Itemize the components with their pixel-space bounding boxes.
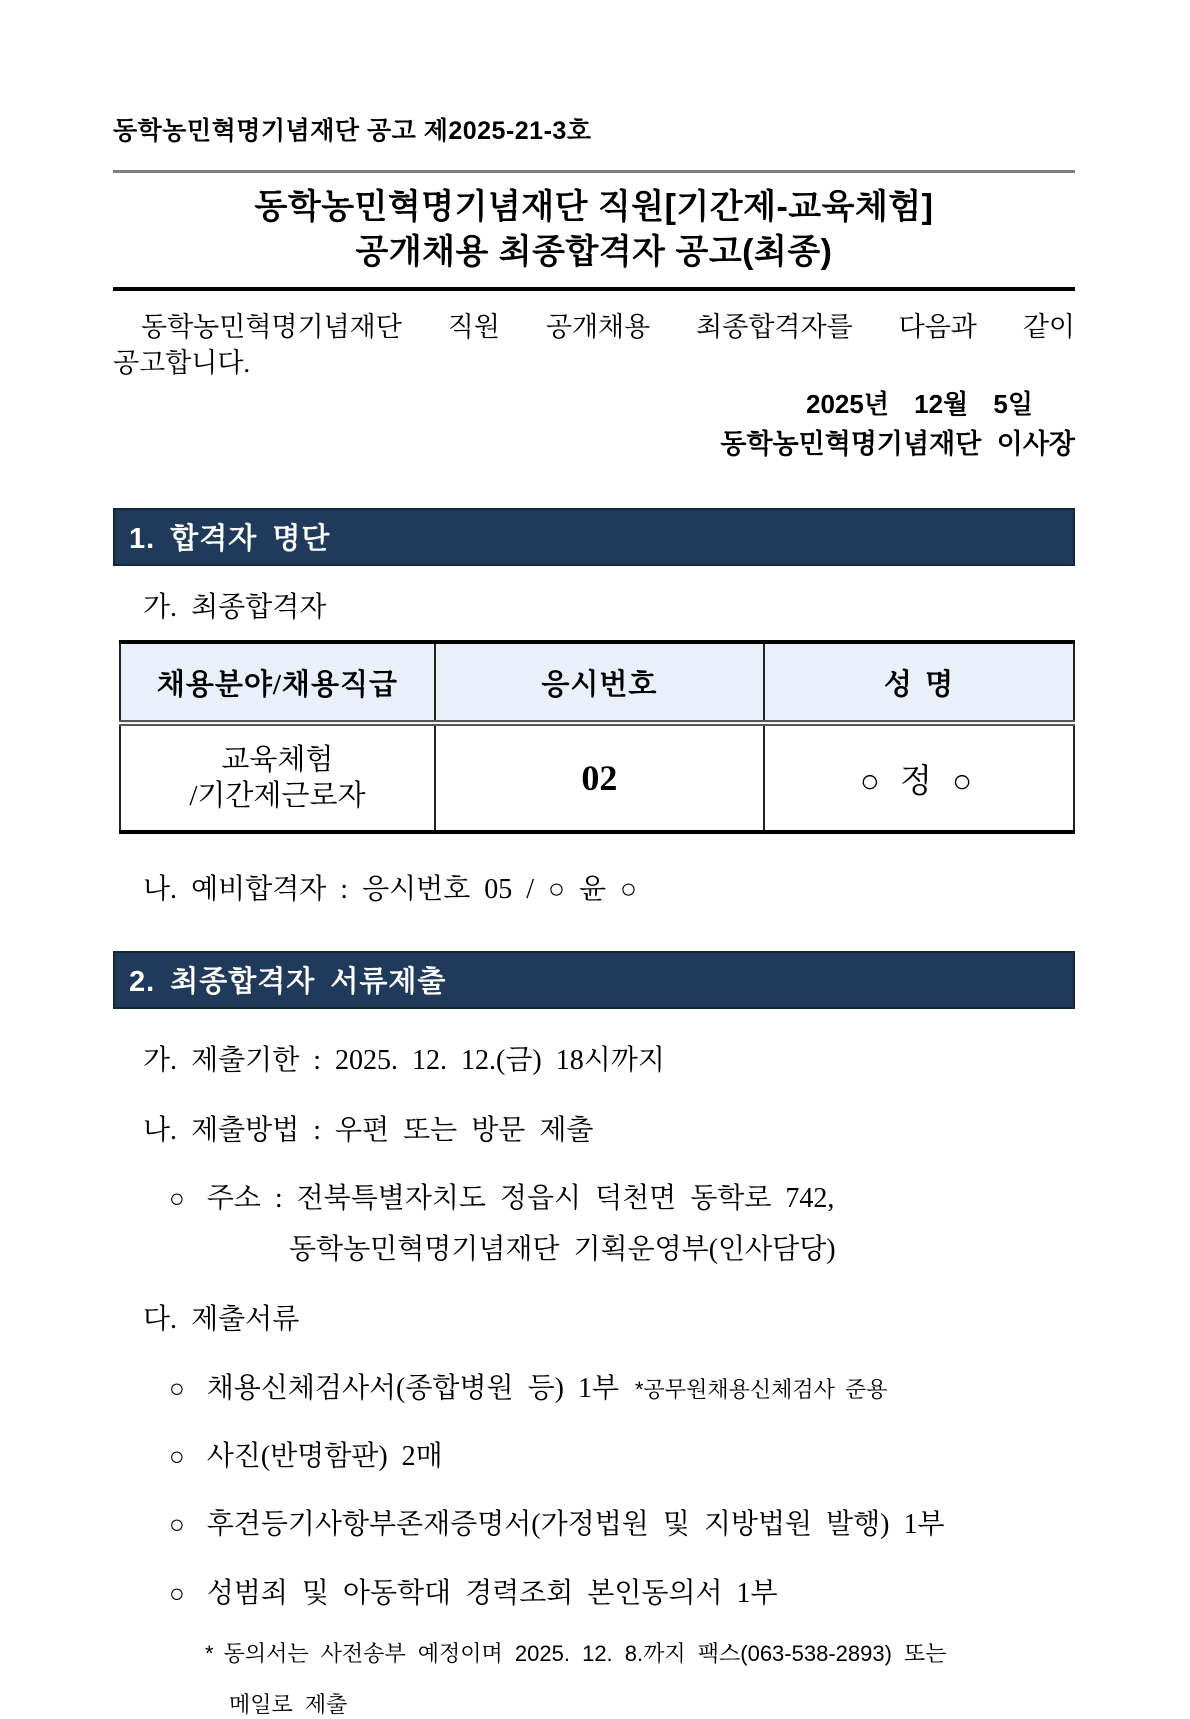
deadline-text: 제출기한 : 2025. 12. 12.(금) 18시까지 [191,1044,665,1076]
column-header-name: 성 명 [764,642,1074,723]
announcement-date: 2025년 12월 5일 [805,388,1033,419]
cell-recruit-field [120,723,435,832]
cell-applicant-number: 02 [435,723,764,832]
title-divider-rule [113,287,1075,291]
circle-bullet-icon: ○ [169,1442,185,1471]
document-title [113,185,1075,275]
consent-note-continuation-text: 메일로 제출 [229,1691,348,1717]
document-title-line1: 동학농민혁명기념재단 직원[기간제-교육체험] [254,188,934,226]
table-row [120,723,1074,832]
medical-exam-text: 채용신체검사서(종합병원 등) 1부 [206,1372,619,1404]
list-marker-na: 나. [143,874,178,906]
recruit-field-line1: 교육체험 [221,744,334,777]
announcement-signer: 동학농민혁명기념재단 이사장 [720,429,1075,460]
consent-note-text: 동의서는 사전송부 예정이며 2025. 12. 8.까지 팩스(063-538-2893) 또는 [223,1641,947,1667]
final-passer-label [113,590,1075,626]
section2-header-bar [113,951,1075,1009]
address-text: 주소 : 전북특별자치도 정읍시 덕천면 동학로 742, [206,1183,835,1215]
final-passer-label-text: 최종합격자 [191,591,327,623]
column-header-field: 채용분야/채용직급 [120,642,435,723]
documents-label-line [113,1302,1075,1338]
list-marker-ga: 가. [143,591,178,623]
circle-bullet-icon: ○ [169,1510,185,1540]
document-title-line2: 공개채용 최종합격자 공고(최종) [355,232,833,271]
medical-exam-note: *공무원채용신체검사 준용 [635,1376,888,1402]
consent-note-continuation-line [113,1691,1075,1719]
submit-method-text: 제출방법 : 우편 또는 방문 제출 [191,1115,594,1147]
address-continuation-text: 동학농민혁명기념재단 기획운영부(인사담당) [289,1233,836,1265]
reserve-passer-text: 예비합격자 : 응시번호 05 / ○ 윤 ○ [191,874,637,906]
document-number: 동학농민혁명기념재단 공고 제2025-21-3호 [113,117,592,145]
deadline-line [113,1043,1075,1079]
photo-text: 사진(반명함판) 2매 [206,1441,443,1472]
documents-label-text: 제출서류 [191,1304,300,1336]
guardianship-cert-text: 후견등기사항부존재증명서(가정법원 및 지방법원 발행) 1부 [206,1509,945,1541]
intro-paragraph-line2: 공고합니다. [113,348,251,379]
cell-applicant-name: ○ 정 ○ [764,723,1074,832]
asterisk-marker: * [205,1641,214,1667]
submit-method-line [113,1113,1075,1149]
section1-header-bar [113,508,1075,566]
medical-exam-line [113,1371,1075,1407]
address-line [113,1181,1075,1217]
reserve-passer-line [113,872,1075,908]
intro-paragraph-line1: 동학농민혁명기념재단 직원 공개채용 최종합격자를 다음과 같이 [141,311,1075,342]
circle-bullet-icon: ○ [169,1184,185,1214]
announcement-document [113,0,1075,1719]
final-passer-table [119,640,1075,834]
table-header-row [120,642,1074,723]
header-divider-rule [113,170,1075,173]
list-marker-ga: 가. [143,1044,178,1076]
column-header-number: 응시번호 [435,642,764,723]
address-continuation-line [113,1232,1075,1268]
section2-heading: 2. 최종합격자 서류제출 [129,966,447,999]
section1-heading: 1. 합격자 명단 [129,523,331,556]
list-marker-da: 다. [143,1304,178,1336]
circle-bullet-icon: ○ [169,1373,185,1403]
consent-note-line [113,1640,1075,1669]
guardianship-cert-line [113,1507,1075,1543]
recruit-field-line2: /기간제근로자 [189,780,366,813]
list-marker-na: 나. [143,1115,178,1147]
circle-bullet-icon: ○ [169,1578,185,1608]
photo-line [113,1439,1075,1475]
background-check-text: 성범죄 및 아동학대 경력조회 본인동의서 1부 [206,1577,778,1609]
background-check-line [113,1576,1075,1612]
